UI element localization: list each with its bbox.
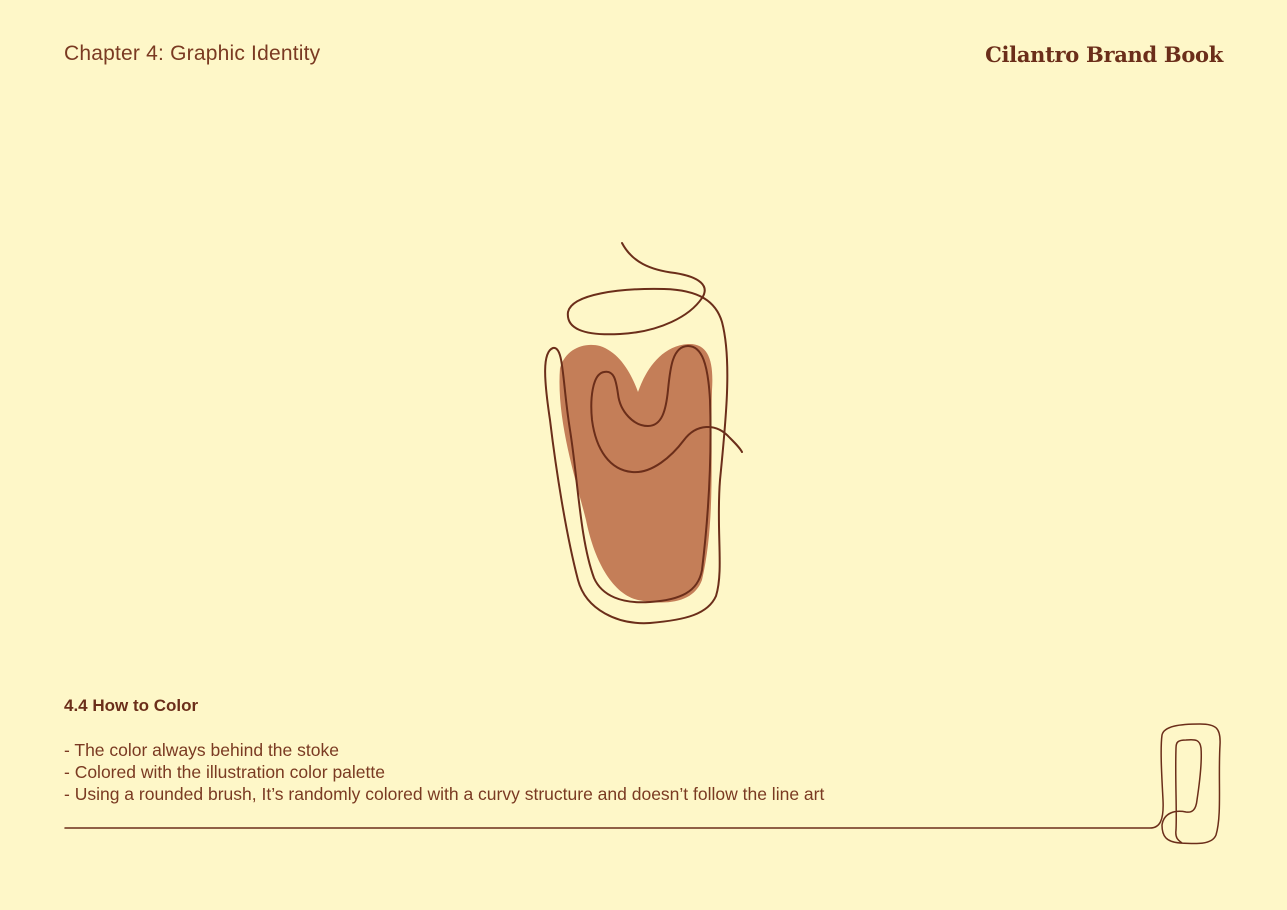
brand-book-title: Cilantro Brand Book bbox=[985, 42, 1223, 67]
list-item: - Using a rounded brush, It’s randomly colored with a curvy structure and doesn’t follow the line art bbox=[64, 784, 825, 804]
glass-outline-icon bbox=[0, 715, 1287, 855]
list-item: - The color always behind the stoke bbox=[64, 740, 339, 760]
section-heading: 4.4 How to Color bbox=[64, 696, 199, 715]
glass-line-art-icon bbox=[530, 230, 760, 640]
chapter-title: Chapter 4: Graphic Identity bbox=[64, 42, 321, 65]
list-item: - Colored with the illustration color palette bbox=[64, 762, 385, 782]
color-fill-blob bbox=[559, 344, 712, 603]
footer-rule bbox=[65, 724, 1220, 844]
